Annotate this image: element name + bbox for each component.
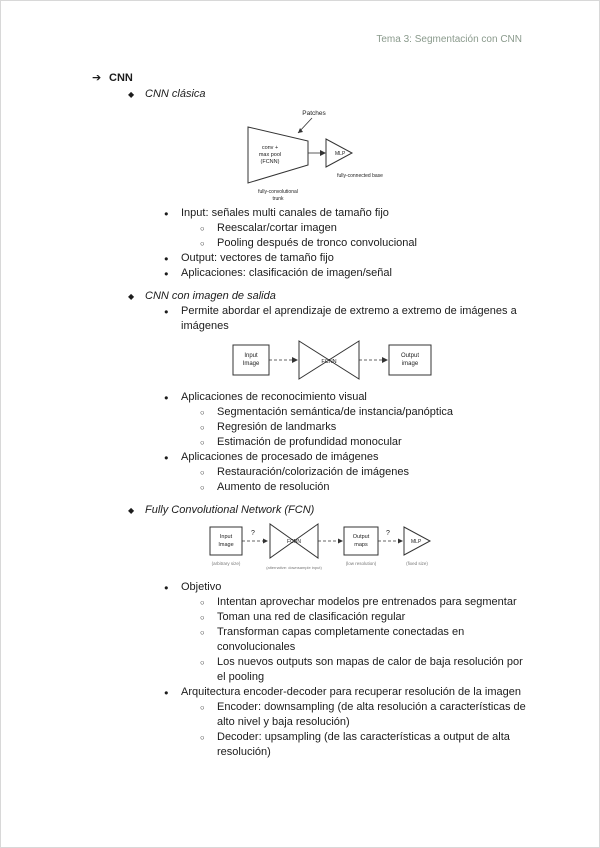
output-maps-label-line1: Output (352, 534, 370, 540)
list-subitem-text: Reescalar/cortar imagen (217, 222, 337, 234)
open-circle-bullet-icon: ○ (200, 239, 205, 248)
list-subitem-text: Restauración/colorización de imágenes (217, 466, 409, 478)
list-item-text: Permite abordar el aprendizaje de extremo a extremo de imágenes a imágenes (181, 305, 517, 332)
list-subitem (200, 236, 533, 251)
section-title-text: CNN clásica (145, 88, 206, 100)
list-item-text: Aplicaciones de procesado de imágenes (181, 451, 379, 463)
arrow-bullet-icon: ➔ (92, 72, 102, 84)
fully-connected-base-caption: fully-connected base (337, 173, 383, 179)
list-subitem-text: Estimación de profundidad monocular (217, 436, 402, 448)
open-circle-bullet-icon: ○ (200, 423, 205, 432)
document-content (1, 71, 533, 760)
trunk-label-line3: (FCNN) (260, 159, 280, 165)
open-circle-bullet-icon: ○ (200, 658, 205, 667)
list-item-text: Arquitectura encoder-decoder para recuperar resolución de la imagen (181, 686, 521, 698)
page-header-title: Tema 3: Segmentación con CNN (376, 34, 522, 45)
open-circle-bullet-icon: ○ (200, 224, 205, 233)
list-subitem (200, 610, 533, 625)
list-subitem-text: Pooling después de tronco convolucional (217, 237, 417, 249)
input-caption: (arbitrary size) (211, 561, 241, 566)
fully-convolutional-caption-line1: fully-convolutional (258, 189, 298, 195)
list-item (164, 206, 533, 221)
open-circle-bullet-icon: ○ (200, 408, 205, 417)
list-subitem (200, 625, 533, 655)
open-circle-bullet-icon: ○ (200, 438, 205, 447)
list-item-text: Aplicaciones: clasificación de imagen/señal (181, 267, 392, 279)
list-item (164, 390, 533, 405)
list-subitem (200, 405, 533, 420)
section-title-text: CNN con imagen de salida (145, 290, 276, 302)
list-subitem (200, 595, 533, 610)
list-subitem-text: Los nuevos outputs son mapas de calor de baja resolución por el pooling (217, 656, 523, 683)
fcnn-label: FCNN (321, 359, 337, 365)
heading-cnn (92, 71, 533, 86)
image-to-image-diagram-svg (229, 337, 439, 387)
mlp-label: MLP (411, 539, 422, 545)
open-circle-bullet-icon: ○ (200, 733, 205, 742)
mlp-label: MLP (335, 151, 346, 157)
list-subitem-text: Regresión de landmarks (217, 421, 337, 433)
fully-convolutional-caption-line2: trunk (272, 196, 284, 202)
list-item-text: Aplicaciones de reconocimiento visual (181, 391, 367, 403)
diamond-bullet-icon: ◆ (128, 90, 135, 99)
list-subitem-text: Transforman capas completamente conectadas en convolucionales (217, 626, 465, 653)
list-subitem (200, 480, 533, 495)
question-mark-2: ? (386, 530, 390, 537)
trunk-label-line2: max pool (258, 152, 282, 158)
section-title-cnn-imagen-salida (128, 289, 533, 304)
image-to-image-diagram (229, 337, 533, 387)
open-circle-bullet-icon: ○ (200, 483, 205, 492)
question-mark-1: ? (251, 530, 255, 537)
input-image-label-line1: Input (219, 534, 233, 540)
circle-bullet-icon: ● (164, 269, 169, 278)
fcnn-label: FCNN (287, 539, 301, 545)
output-to-mlp-arrowhead-icon (398, 539, 403, 544)
list-item-text: Objetivo (181, 581, 222, 593)
circle-bullet-icon: ● (164, 453, 169, 462)
circle-bullet-icon: ● (164, 393, 169, 402)
cnn-classic-diagram (236, 105, 533, 203)
trunk-to-mlp-arrowhead-icon (320, 150, 326, 156)
list-subitem-text: Aumento de resolución (217, 481, 330, 493)
input-to-fcnn-arrowhead-icon (292, 357, 298, 363)
list-subitem-text: Segmentación semántica/de instancia/panóptica (217, 406, 454, 418)
output-image-label-line2: image (401, 361, 419, 367)
output-image-label-line1: Output (400, 353, 420, 359)
output-maps-label-line2: maps (354, 542, 368, 548)
list-subitem-text: Intentan aprovechar modelos pre entrenados para segmentar (217, 596, 517, 608)
output-maps-box (344, 527, 378, 555)
list-subitem (200, 221, 533, 236)
fcnn-to-output-arrowhead-icon (338, 539, 343, 544)
list-subitem (200, 420, 533, 435)
input-to-fcnn-arrowhead-icon (263, 539, 268, 544)
circle-bullet-icon: ● (164, 254, 169, 263)
heading-cnn-label: CNN (109, 72, 133, 84)
section-title-fcn (128, 503, 533, 518)
fcn-diagram-svg (206, 521, 496, 577)
mlp-caption: (fixed size) (406, 561, 428, 566)
input-image-label-line1: Input (244, 353, 258, 359)
list-item (164, 251, 533, 266)
output-image-box (389, 345, 431, 375)
list-subitem (200, 655, 533, 685)
list-subitem (200, 700, 533, 730)
section-title-text: Fully Convolutional Network (FCN) (145, 504, 315, 516)
open-circle-bullet-icon: ○ (200, 598, 205, 607)
circle-bullet-icon: ● (164, 307, 169, 316)
patches-label: Patches (302, 110, 326, 117)
list-subitem (200, 730, 533, 760)
diamond-bullet-icon: ◆ (128, 292, 135, 301)
input-image-box (233, 345, 269, 375)
fcn-diagram (206, 521, 533, 577)
section-title-cnn-clasica (128, 87, 533, 102)
circle-bullet-icon: ● (164, 583, 169, 592)
list-item (164, 580, 533, 595)
input-image-label-line2: Image (218, 542, 234, 548)
open-circle-bullet-icon: ○ (200, 703, 205, 712)
trunk-label-line1: conv + (261, 145, 279, 151)
list-item-text: Input: señales multi canales de tamaño fijo (181, 207, 389, 219)
list-item (164, 450, 533, 465)
open-circle-bullet-icon: ○ (200, 613, 205, 622)
open-circle-bullet-icon: ○ (200, 628, 205, 637)
input-image-label-line2: Image (242, 361, 260, 367)
list-item (164, 304, 533, 334)
circle-bullet-icon: ● (164, 209, 169, 218)
output-caption: (low resolution) (345, 561, 377, 566)
input-image-box (210, 527, 242, 555)
cnn-classic-diagram-svg (236, 105, 406, 203)
fcnn-to-output-arrowhead-icon (382, 357, 388, 363)
open-circle-bullet-icon: ○ (200, 468, 205, 477)
list-item (164, 266, 533, 281)
list-item (164, 685, 533, 700)
list-subitem-text: Decoder: upsampling (de las características a output de alta resolución) (217, 731, 510, 758)
list-subitem (200, 465, 533, 480)
fcnn-caption: (alternative: downsample input) (266, 565, 322, 570)
list-subitem (200, 435, 533, 450)
circle-bullet-icon: ● (164, 688, 169, 697)
list-item-text: Output: vectores de tamaño fijo (181, 252, 334, 264)
list-subitem-text: Encoder: downsampling (de alta resolución a características de alto nivel y baja resolución) (217, 701, 526, 728)
list-subitem-text: Toman una red de clasificación regular (217, 611, 406, 623)
diamond-bullet-icon: ◆ (128, 506, 135, 515)
